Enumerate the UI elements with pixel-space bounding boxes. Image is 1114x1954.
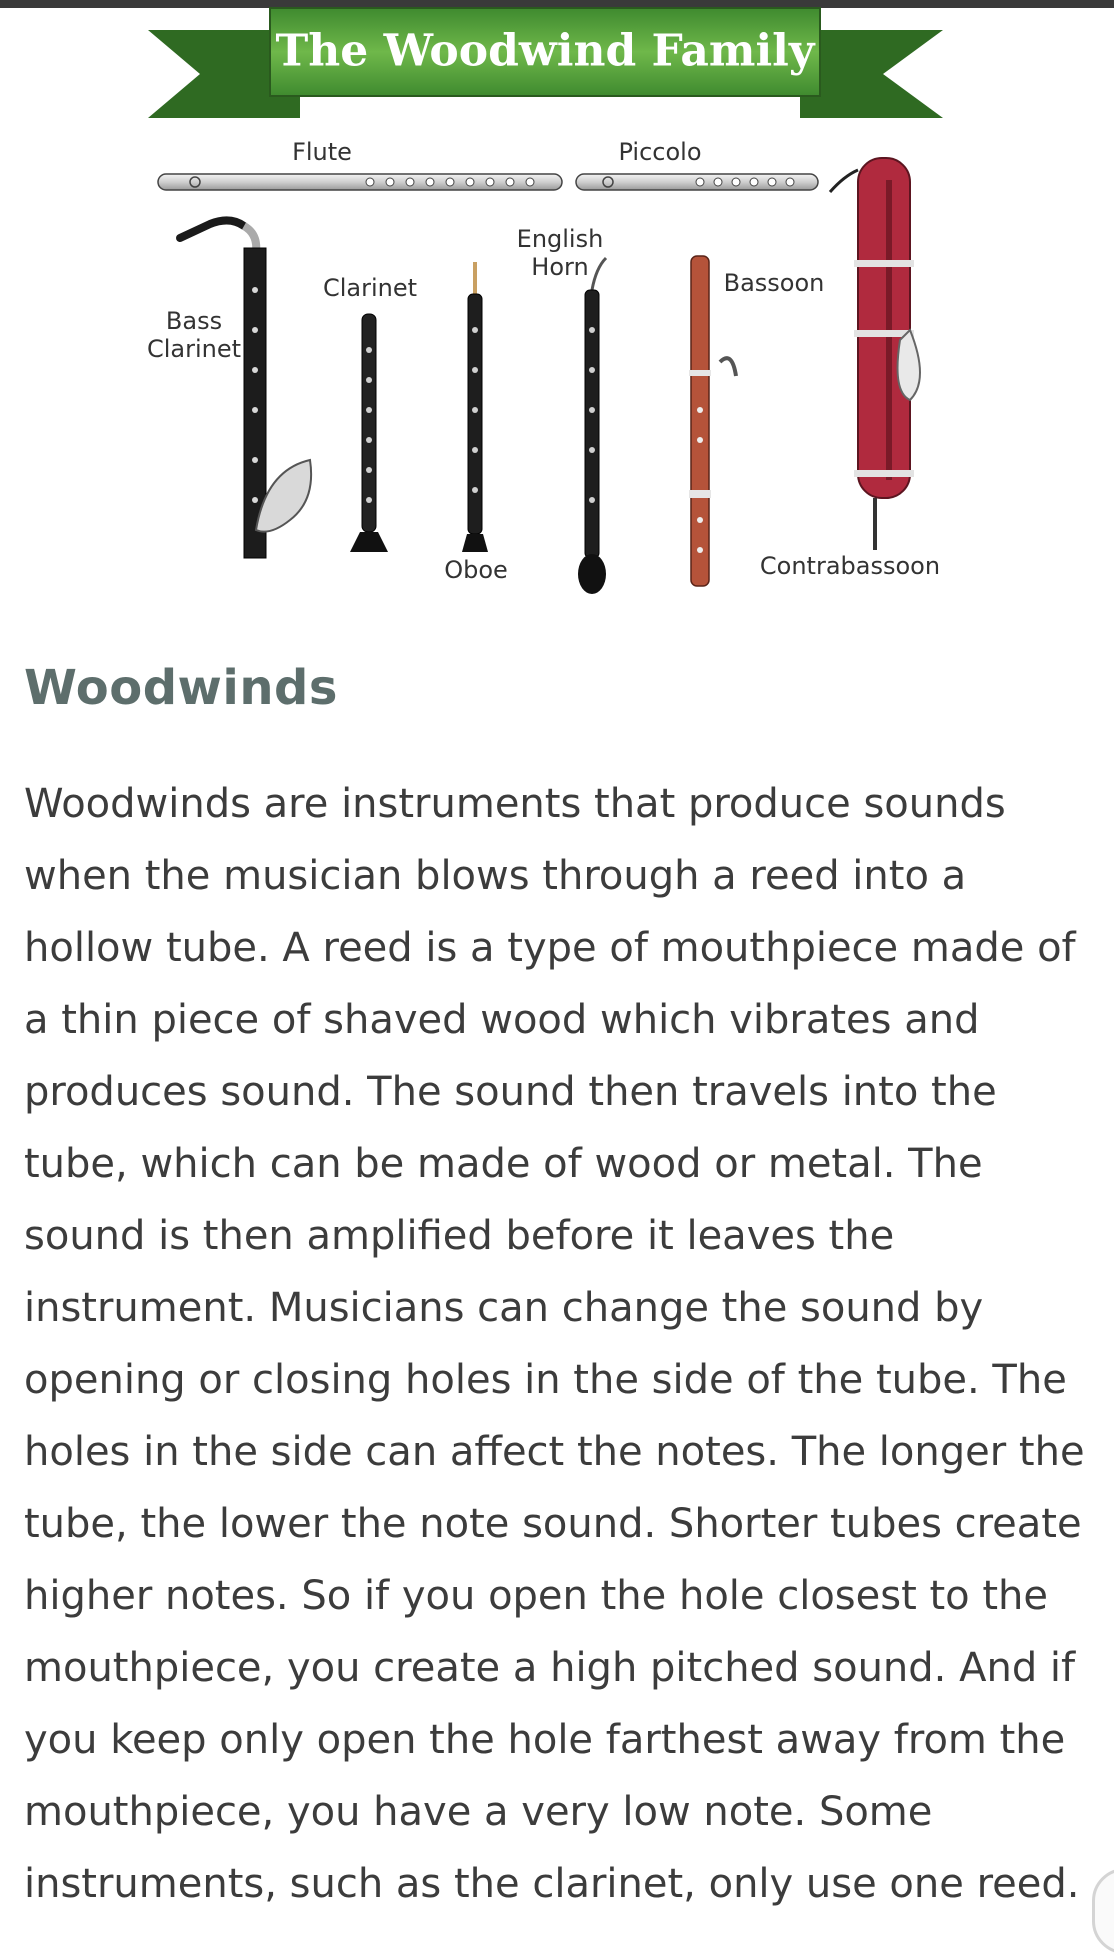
woodwind-family-illustration <box>140 0 960 605</box>
flute-icon <box>158 174 562 190</box>
floating-action-button[interactable] <box>1092 1868 1114 1954</box>
banner-right-tail <box>800 30 943 118</box>
bassoon-label: Bassoon <box>723 269 825 297</box>
english-horn-label-line1: English <box>516 225 604 253</box>
body-paragraph <box>24 768 1084 1920</box>
body-line: higher notes. So if you open the hole closest to the <box>24 1573 1049 1619</box>
clarinet-icon <box>350 314 388 552</box>
body-line: instruments, such as the clarinet, only use one reed. <box>24 1861 1080 1907</box>
title-banner <box>148 8 943 118</box>
bassoon-icon <box>689 256 736 586</box>
body-line: a thin piece of shaved wood which vibrates and <box>24 997 980 1043</box>
bass-clarinet-icon <box>180 220 311 558</box>
body-line: tube, the lower the note sound. Shorter tubes create <box>24 1501 1082 1547</box>
body-line: hollow tube. A reed is a type of mouthpiece made of <box>24 925 1076 971</box>
bass-clarinet-label-line2: Clarinet <box>146 335 242 363</box>
body-line: Woodwinds are instruments that produce sounds <box>24 781 1006 827</box>
body-line: tube, which can be made of wood or metal. The <box>24 1141 983 1187</box>
body-line: when the musician blows through a reed into a <box>24 853 967 899</box>
body-line: sound is then amplified before it leaves the <box>24 1213 895 1259</box>
body-line: mouthpiece, you have a very low note. Some <box>24 1789 933 1835</box>
body-line: instrument. Musicians can change the sound by <box>24 1285 984 1331</box>
bass-clarinet-label-line1: Bass <box>165 307 223 335</box>
body-line: holes in the side can affect the notes. The longer the <box>24 1429 1085 1475</box>
body-line: you keep only open the hole farthest away from the <box>24 1717 1066 1763</box>
oboe-label: Oboe <box>444 556 508 584</box>
flute-label: Flute <box>292 138 352 166</box>
section-title: Woodwinds <box>24 660 338 716</box>
english-horn-icon <box>578 258 606 594</box>
piccolo-label: Piccolo <box>618 138 702 166</box>
body-line: opening or closing holes in the side of the tube. The <box>24 1357 1067 1403</box>
clarinet-label: Clarinet <box>322 274 418 302</box>
banner-title: The Woodwind Family <box>275 25 815 77</box>
body-line: mouthpiece, you create a high pitched sound. And if <box>24 1645 1076 1691</box>
contrabassoon-label: Contrabassoon <box>759 552 941 580</box>
body-line: produces sound. The sound then travels into the <box>24 1069 997 1115</box>
oboe-icon <box>462 262 488 552</box>
piccolo-icon <box>576 174 818 190</box>
contrabassoon-icon <box>830 158 920 550</box>
english-horn-label-line2: Horn <box>531 253 589 281</box>
